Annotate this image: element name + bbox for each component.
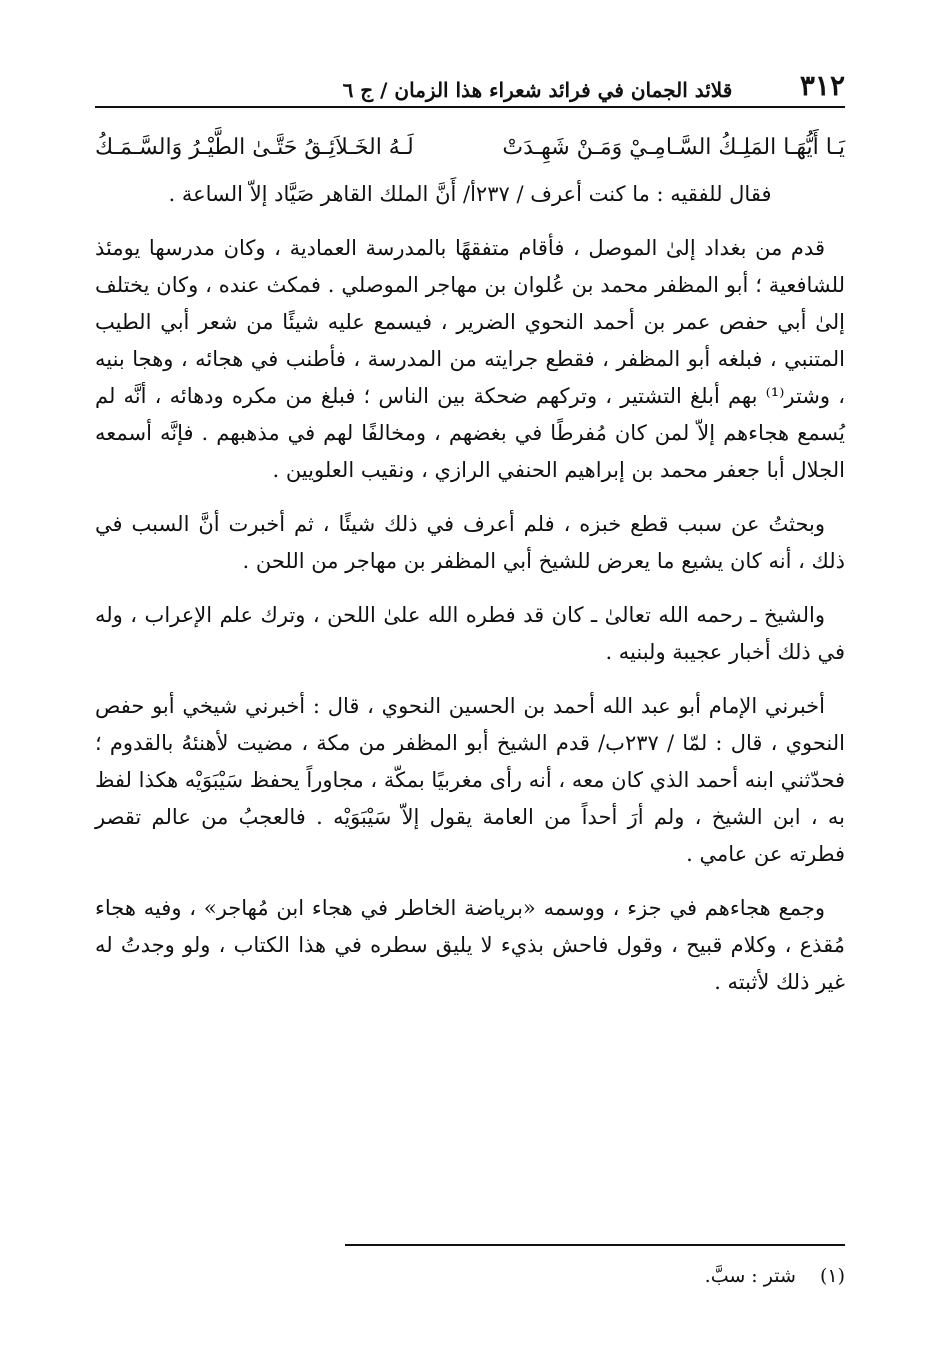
header-rule (95, 106, 845, 108)
verse-first-hemistich: يَـا أَيُّهَـا المَلِـكُ السَّـامِـيْ وَمَـنْ شَهِـدَتْ (502, 135, 845, 160)
paragraph: وبحثتُ عن سبب قطع خبزه ، فلم أعرف في ذلك شيئًا ، ثم أخبرت أنَّ السبب في ذلك ، أنه كان يشيع ما يعرض للشيخ أبي المظفر بن مهاجر من اللحن . (95, 512, 845, 573)
paragraph: قدم من بغداد إلىٰ الموصل ، فأقام متفقهًا بالمدرسة العمادية ، وكان مدرسها يومئذ للشافعية ؛ أبو المظفر محمد بن عُلوان بن مهاجر الموصلي . فمكث عنده ، وكان يختلف إلىٰ أبي حفص عمر بن أحمد النحوي الضرير ، فيسمع عليه شيئًا من شعر أبي الطيب المتنبي ، فبلغه أبو المظفر ، فقطع جرايته من المدرسة ، فأطنب في هجائه ، وهجا بنيه ، وشتر⁽¹⁾ بهم أبلغ التشتير ، وتركهم ضحكة بين الناس ؛ فبلغ من مكره ودهائه ، أنَّه لم يُسمع هجاءهم إلاّ لمن كان مُفرطًا في بغضهم ، ومخالفًا لهم في مذهبهم . فإنَّه أسمعه الجلال أبا جعفر محمد بن إبراهيم الحنفي الرازي ، ونقيب العلويين . (95, 236, 845, 482)
running-header (95, 56, 845, 100)
paragraph: أخبرني الإمام أبو عبد الله أحمد بن الحسين النحوي ، قال : أخبرني شيخي أبو حفص النحوي ، قال : لمّا / ٢٣٧ب/ قدم الشيخ أبو المظفر من مكة ، مضيت لأهنئهُ بالقدوم ؛ فحدّثني ابنه أحمد الذي كان معه ، أنه رأى مغربيًا بمكّة ، مجاوراً يحفظ سَيْبَوَيْه هكذا لفظ به ، ابن الشيخ ، ولم أرَ أحداً من العامة يقول إلاّ سَيْبَوَيْه . فالعجبُ من عالم تقصر فطرته عن عامي . (95, 694, 845, 866)
footnote-text: شتر : سبَّ. (704, 1265, 796, 1287)
paragraph: وجمع هجاءهم في جزء ، ووسمه «برياضة الخاطر في هجاء ابن مُهاجر» ، وفيه هجاء مُقذع ، وكلام قبيح ، وقول فاحش بذيء لا يليق سطره في هذا الكتاب ، ولو وجدتُ له غير ذلك لأثبته . (95, 896, 845, 994)
poem-verse (95, 122, 845, 174)
book-title: قلائد الجمان في فرائد شعراء هذا الزمان / ج ٦ (342, 78, 733, 102)
footnote-number: (١) (819, 1265, 845, 1287)
footnote (145, 1262, 845, 1290)
footnote-rule (345, 1244, 845, 1246)
paragraph: فقال للفقيه : ما كنت أعرف / ٢٣٧أ/ أَنَّ الملك القاهر صَيَّاد إلاّ الساعة . (168, 182, 772, 206)
page-number: ٣١٢ (799, 69, 845, 102)
paragraph: والشيخ ـ رحمه الله تعالىٰ ـ كان قد فطره الله علىٰ اللحن ، وترك علم الإعراب ، وله في ذلك أخبار عجيبة ولبنيه . (95, 603, 845, 664)
verse-second-hemistich: لَـهُ الخَـلاَئِـقُ حَتَّـىٰ الطَّيْـرُ وَالسَّـمَـكُ (95, 135, 414, 160)
main-text (95, 118, 845, 1018)
